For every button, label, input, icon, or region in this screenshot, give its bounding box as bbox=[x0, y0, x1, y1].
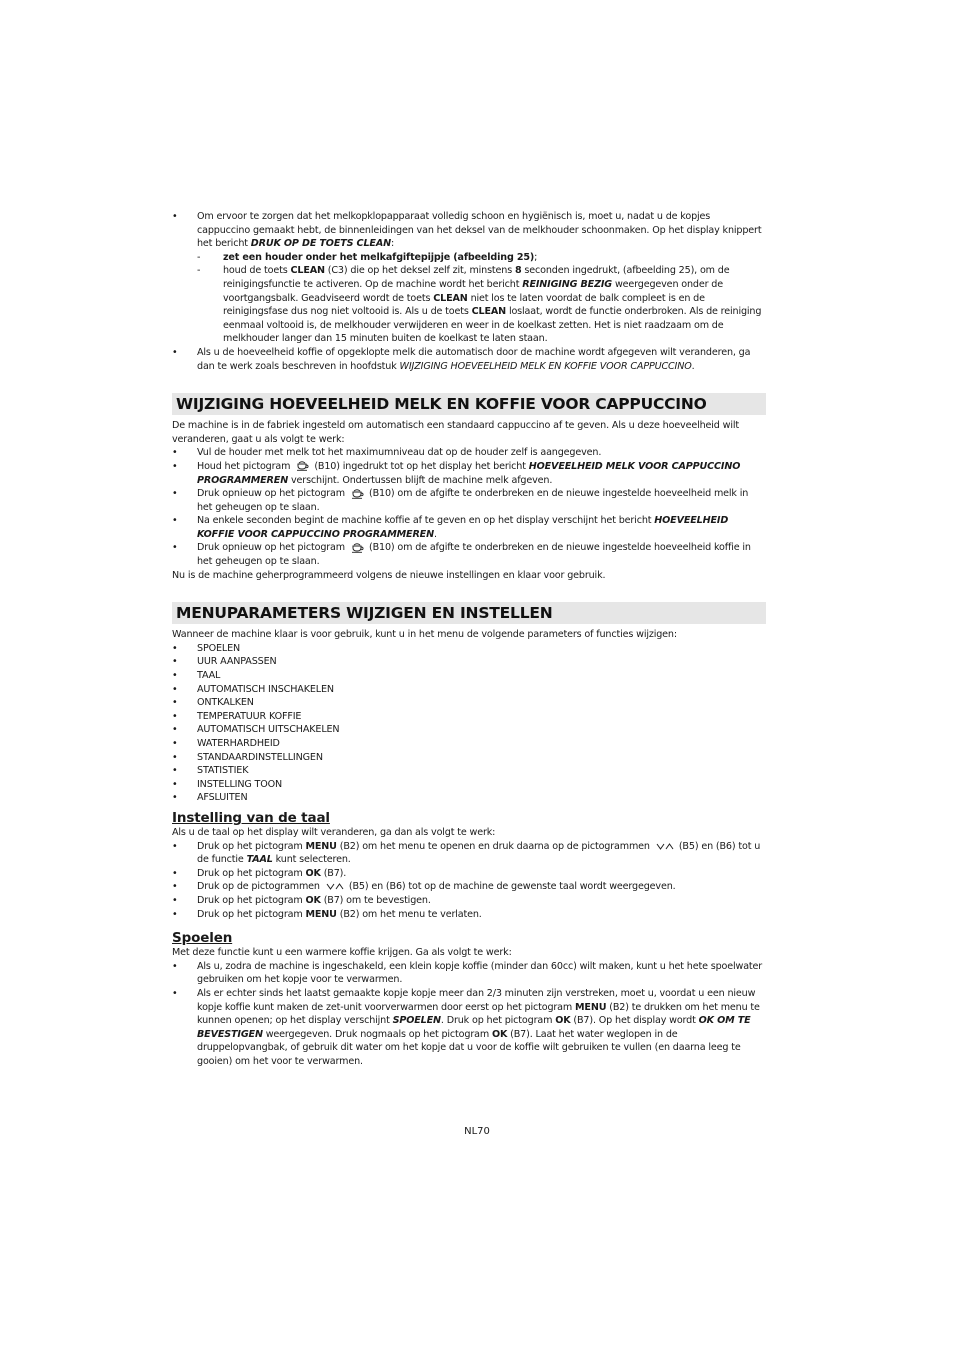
spoelen-step bbox=[172, 960, 766, 987]
taal-step bbox=[172, 840, 766, 867]
emphasis-text: CLEAN bbox=[290, 265, 325, 277]
subheading-spoelen: Spoelen bbox=[172, 930, 233, 947]
emphasis-text: MENU bbox=[575, 1001, 607, 1013]
emphasis-text: OK bbox=[491, 1028, 508, 1040]
cappuccino-icon bbox=[351, 542, 364, 553]
menu-parameter-item: • TEMPERATUUR KOFFIE bbox=[172, 710, 766, 724]
taal-step bbox=[172, 867, 766, 881]
text-run: kunt selecteren. bbox=[272, 854, 351, 866]
text-run: (B2) om het menu te verlaten. bbox=[336, 908, 482, 920]
text-run: Als u de hoeveelheid koffie of opgeklopte melk die automatisch door de machine wordt afgegeven wilt veranderen, ga dan te werk zoals beschreven in hoofdstuk bbox=[197, 346, 751, 372]
emphasis-text: OK bbox=[305, 867, 321, 879]
text-run: Als u, zodra de machine is ingeschakeld, een klein kopje koffie (minder dan 60cc) wilt maken, kunt u het hete spoelwater gebruiken om het kopje voor te verwarmen. bbox=[197, 960, 763, 986]
section-heading-cappuccino: WIJZIGING HOEVEELHEID MELK EN KOFFIE VOOR CAPPUCCINO bbox=[172, 393, 766, 415]
text-run: houd de toets bbox=[223, 265, 291, 277]
up-down-arrows-icon bbox=[656, 842, 674, 850]
menu-parameter-item: • ONTKALKEN bbox=[172, 696, 766, 710]
cappuccino-icon bbox=[351, 488, 364, 499]
emphasis-text: TAAL bbox=[246, 854, 273, 866]
text-run: (B7). bbox=[320, 867, 347, 879]
menu-parameter-item: • WATERHARDHEID bbox=[172, 737, 766, 751]
page-number: NL70 bbox=[464, 1126, 490, 1137]
text-run: (B2) te drukken om het menu te kunnen openen; op het display verschijnt bbox=[197, 1001, 760, 1027]
emphasis-text: OK bbox=[555, 1015, 571, 1027]
sub-list-item bbox=[197, 251, 766, 265]
emphasis-text: HOEVEELHEID MELK VOOR CAPPUCCINO PROGRAMMEREN bbox=[197, 460, 741, 486]
text-run: (B10) ingedrukt tot op het display het bericht bbox=[314, 460, 529, 472]
taal-lead: Als u de taal op het display wilt veranderen, ga dan als volgt te werk: bbox=[172, 826, 496, 838]
section-menu-lead: Wanneer de machine klaar is voor gebruik, kunt u in het menu de volgende parameters of functies wijzigen: bbox=[172, 629, 677, 641]
emphasis-text: OK bbox=[305, 894, 321, 906]
text-run: (B7). Op het display wordt bbox=[570, 1015, 699, 1027]
menu-parameter-item: • SPOELEN bbox=[172, 642, 766, 656]
text-run: Druk op het pictogram bbox=[197, 908, 306, 920]
text-run: Als er echter sinds het laatst gemaakte kopje kopje meer dan 2/3 minuten zijn verstreken, moet u, voordat u een nieuw kopje koffie kunt maken de zet-unit voorverwarmen door eerst op het pictogram bbox=[197, 987, 756, 1013]
emphasis-text: 8 bbox=[514, 265, 522, 277]
text-run: : bbox=[390, 238, 395, 250]
intro-list-item bbox=[172, 210, 766, 346]
sub-list bbox=[197, 251, 766, 346]
text-run: Druk opnieuw op het pictogram bbox=[197, 542, 345, 554]
intro-list bbox=[172, 210, 766, 373]
text-run: Druk op het pictogram bbox=[197, 894, 306, 906]
emphasis-text: zet een houder onder het melkafgiftepijpje (afbeelding 25) bbox=[223, 251, 535, 263]
text-run: loslaat, wordt de functie onderbroken. Als de reiniging eenmaal voltooid is, de melkhouder verwijderen en weer in de koelkast zetten. Het is niet raadzaam om de melkhouder langer dan 15 minuten buiten de koelkast te laten staan. bbox=[223, 306, 762, 345]
text-run: ; bbox=[534, 251, 538, 263]
text-run: seconden ingedrukt, (afbeelding 25), om de reinigingsfunctie te activeren. Op de machine wordt het bericht bbox=[223, 265, 730, 290]
text-run: Na enkele seconden begint de machine koffie af te geven en op het display verschijnt het bericht bbox=[197, 515, 655, 527]
menu-parameter-item: • AUTOMATISCH UITSCHAKELEN bbox=[172, 723, 766, 737]
emphasis-text: SPOELEN bbox=[392, 1015, 441, 1027]
menu-parameter-list bbox=[172, 642, 766, 805]
page-content bbox=[172, 210, 766, 1068]
text-run: (B7). Laat het water weglopen in de druppelopvangbak, of gebruik dit water om het kopje dat u voor de koffie wilt gebruiken te vullen (en daarna leeg te gooien) om het voor te verwarmen. bbox=[197, 1028, 741, 1067]
menu-parameter-item: • UUR AANPASSEN bbox=[172, 655, 766, 669]
cappuccino-icon bbox=[296, 460, 309, 471]
text-run: . bbox=[691, 360, 695, 372]
text-run: (B7) om te bevestigen. bbox=[320, 894, 431, 906]
menu-parameter-item: • AUTOMATISCH INSCHAKELEN bbox=[172, 683, 766, 697]
emphasis-text: HOEVEELHEID KOFFIE VOOR CAPPUCCINO PROGRAMMEREN bbox=[197, 515, 729, 540]
menu-parameter-item: • AFSLUITEN bbox=[172, 791, 766, 805]
emphasis-text: CLEAN bbox=[433, 292, 468, 304]
spoelen-steps-list bbox=[172, 960, 766, 1069]
emphasis-text: MENU bbox=[305, 840, 337, 852]
cappuccino-step bbox=[172, 487, 766, 514]
text-run: Druk opnieuw op het pictogram bbox=[197, 488, 345, 500]
menu-parameter-item: • STATISTIEK bbox=[172, 764, 766, 778]
menu-parameter-item: • STANDAARDINSTELLINGEN bbox=[172, 751, 766, 765]
cappuccino-step bbox=[172, 446, 766, 460]
emphasis-text: MENU bbox=[305, 908, 337, 920]
spoelen-step bbox=[172, 987, 766, 1069]
menu-parameter-item: • TAAL bbox=[172, 669, 766, 683]
text-run: (B10) om de afgifte te onderbreken en de nieuwe ingestelde hoeveelheid melk in het geheugen op te slaan. bbox=[197, 488, 749, 513]
text-run: Druk op het pictogram bbox=[197, 840, 306, 852]
text-run: weergegeven. Druk nogmaals op het pictogram bbox=[262, 1028, 492, 1040]
section-cappuccino-list bbox=[172, 446, 766, 568]
text-run: (B5) en (B6) tot u de functie bbox=[197, 840, 761, 866]
text-run: (B5) en (B6) tot op de machine de gewenste taal wordt weergegeven. bbox=[348, 881, 676, 893]
sub-list-item bbox=[197, 264, 766, 346]
text-run: Vul de houder met melk tot het maximumniveau dat op de houder zelf is aangegeven. bbox=[197, 447, 602, 459]
text-run: Druk op het pictogram bbox=[197, 867, 306, 879]
taal-step bbox=[172, 880, 766, 894]
emphasis-text: OK OM TE BEVESTIGEN bbox=[197, 1015, 751, 1040]
text-run: Houd het pictogram bbox=[197, 460, 291, 472]
cappuccino-step bbox=[172, 514, 766, 541]
text-run: . bbox=[433, 528, 437, 540]
section-cappuccino-lead: De machine is in de fabriek ingesteld om automatisch een standaard cappuccino af te geven. Als u deze hoeveelheid wilt veranderen, gaat u als volgt te werk: bbox=[172, 420, 739, 445]
section-cappuccino-closing: Nu is de machine geherprogrammeerd volgens de nieuwe instellingen en klaar voor gebruik. bbox=[172, 569, 606, 581]
section-heading-menu-parameters: MENUPARAMETERS WIJZIGEN EN INSTELLEN bbox=[172, 602, 766, 624]
text-run: Om ervoor te zorgen dat het melkopklopapparaat volledig schoon en hygiënisch is, moet u, nadat u de kopjes cappuccino gemaakt hebt, de binnenleidingen van het deksel van de melkhouder schoonmaken. Op het display knippert het bericht bbox=[197, 211, 762, 250]
emphasis-text: DRUK OP DE TOETS CLEAN bbox=[250, 238, 391, 250]
text-run: niet los te laten voordat de balk compleet is en de reinigingsfase dus nog niet voltooid is. Als u de toets bbox=[223, 292, 705, 318]
up-down-arrows-icon bbox=[326, 882, 344, 890]
menu-parameter-item: • INSTELLING TOON bbox=[172, 778, 766, 792]
text-run: Druk op de pictogrammen bbox=[197, 881, 320, 893]
text-run: (C3) die op het deksel zelf zit, minstens bbox=[324, 265, 515, 277]
cappuccino-step bbox=[172, 541, 766, 568]
spoelen-lead: Met deze functie kunt u een warmere koffie krijgen. Ga als volgt te werk: bbox=[172, 947, 512, 959]
emphasis-text: CLEAN bbox=[471, 306, 507, 318]
text-run: verschijnt. Ondertussen blijft de machine melk afgeven. bbox=[288, 474, 553, 486]
emphasis-text: WIJZIGING HOEVEELHEID MELK EN KOFFIE VOOR CAPPUCCINO bbox=[399, 360, 692, 372]
emphasis-text: REINIGING BEZIG bbox=[522, 278, 613, 290]
subheading-taal: Instelling van de taal bbox=[172, 809, 330, 826]
text-run: (B2) om het menu te openen en druk daarna op de pictogrammen bbox=[336, 840, 650, 852]
text-run: weergegeven onder de voortgangsbalk. Geadviseerd wordt de toets bbox=[223, 278, 723, 304]
text-run: (B10) om de afgifte te onderbreken en de nieuwe ingestelde hoeveelheid koffie in het geheugen op te slaan. bbox=[197, 542, 751, 568]
taal-step bbox=[172, 908, 766, 922]
taal-steps-list bbox=[172, 840, 766, 922]
taal-step bbox=[172, 894, 766, 908]
intro-list-item bbox=[172, 346, 766, 373]
text-run: . Druk op het pictogram bbox=[440, 1015, 556, 1027]
cappuccino-step bbox=[172, 460, 766, 487]
